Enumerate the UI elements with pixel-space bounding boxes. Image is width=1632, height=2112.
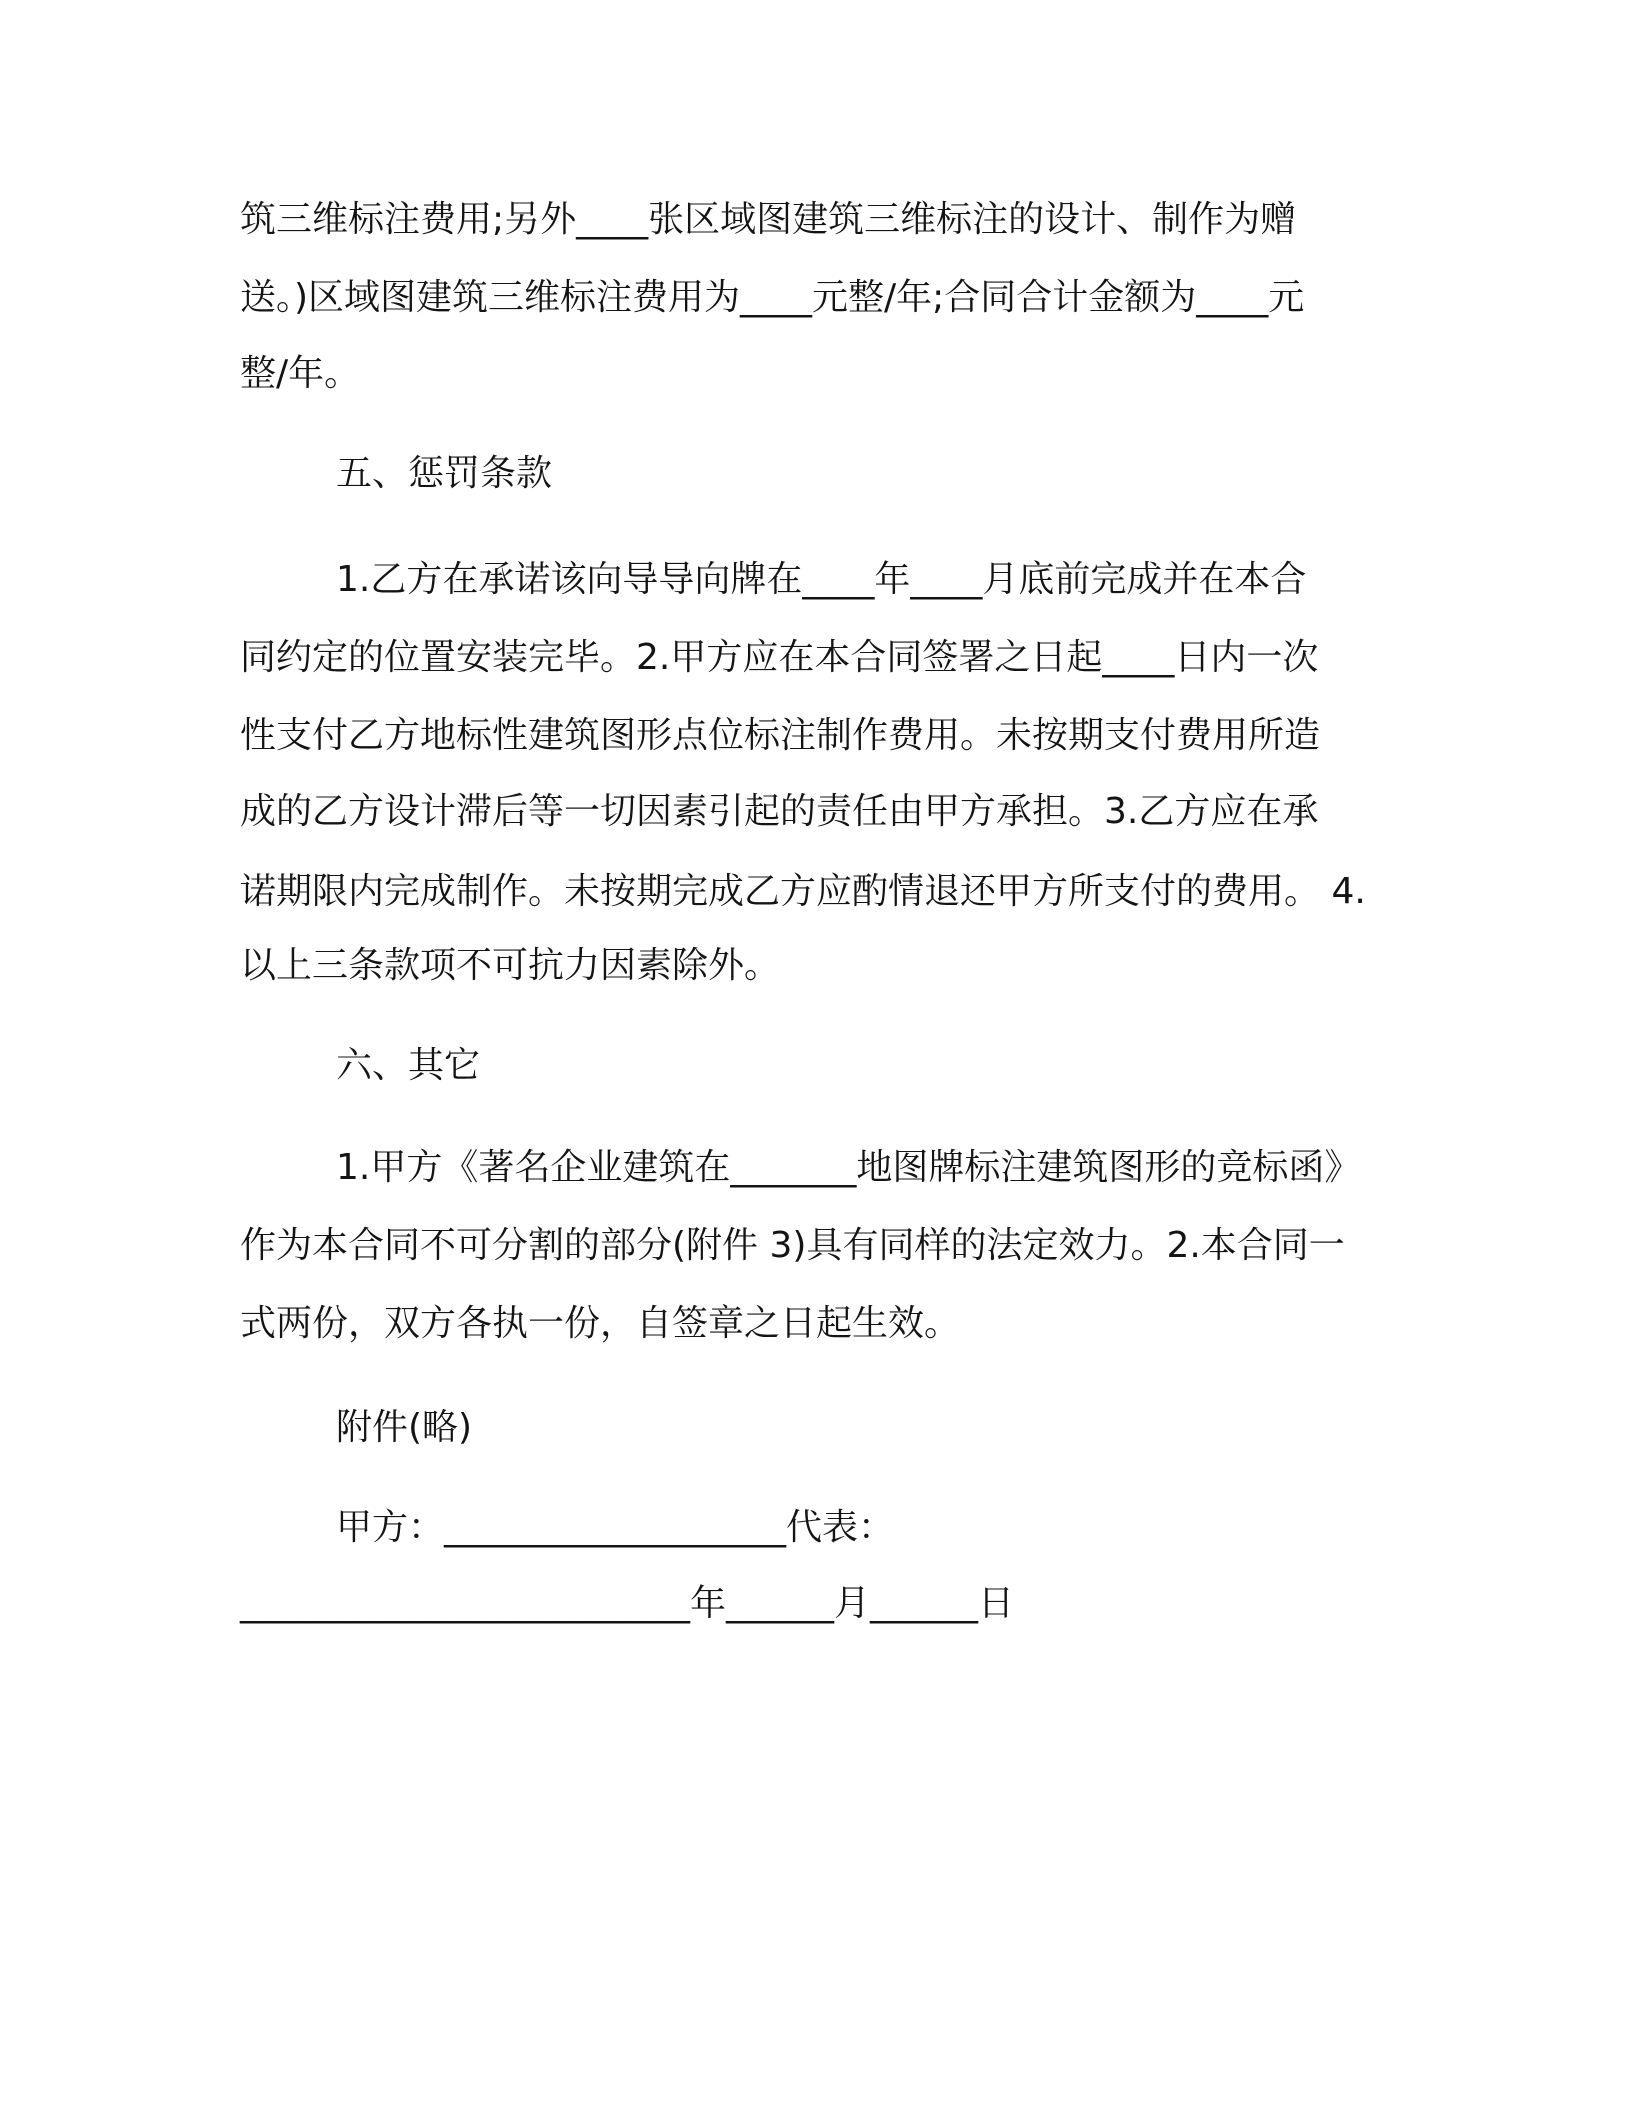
section-5-heading: 五、惩罚条款 (336, 453, 553, 494)
signature-date-line: _________________________年______月______日 (240, 1583, 1014, 1624)
section-5-line-5: 诺期限内完成制作。未按期完成乙方应酌情退还甲方所支付的费用。 4. (240, 871, 1366, 912)
intro-line-3: 整/年。 (240, 353, 361, 394)
party-a-signature-line: 甲方：___________________代表： (336, 1507, 895, 1548)
section-6-line-1: 1.甲方《著名企业建筑在_______地图牌标注建筑图形的竞标函》 (336, 1147, 1361, 1188)
section-6-heading: 六、其它 (336, 1045, 481, 1086)
section-5-line-3: 性支付乙方地标性建筑图形点位标注制作费用。未按期支付费用所造 (240, 715, 1321, 756)
section-5-line-1: 1.乙方在承诺该向导导向牌在____年____月底前完成并在本合 (336, 559, 1307, 600)
intro-line-2: 送。)区域图建筑三维标注费用为____元整/年;合同合计金额为____元 (240, 277, 1305, 318)
section-6-line-2: 作为本合同不可分割的部分(附件 3)具有同样的法定效力。2.本合同一 (240, 1225, 1345, 1266)
section-5-line-2: 同约定的位置安装完毕。2.甲方应在本合同签署之日起____日内一次 (240, 637, 1319, 678)
section-5-line-6: 以上三条款项不可抗力因素除外。 (240, 945, 781, 986)
attachment-note: 附件(略) (336, 1407, 473, 1448)
section-5-line-4: 成的乙方设计滞后等一切因素引起的责任由甲方承担。3.乙方应在承 (240, 791, 1319, 832)
section-6-line-3: 式两份，双方各执一份，自签章之日起生效。 (240, 1303, 961, 1344)
intro-line-1: 筑三维标注费用;另外____张区域图建筑三维标注的设计、制作为赠 (240, 199, 1297, 240)
